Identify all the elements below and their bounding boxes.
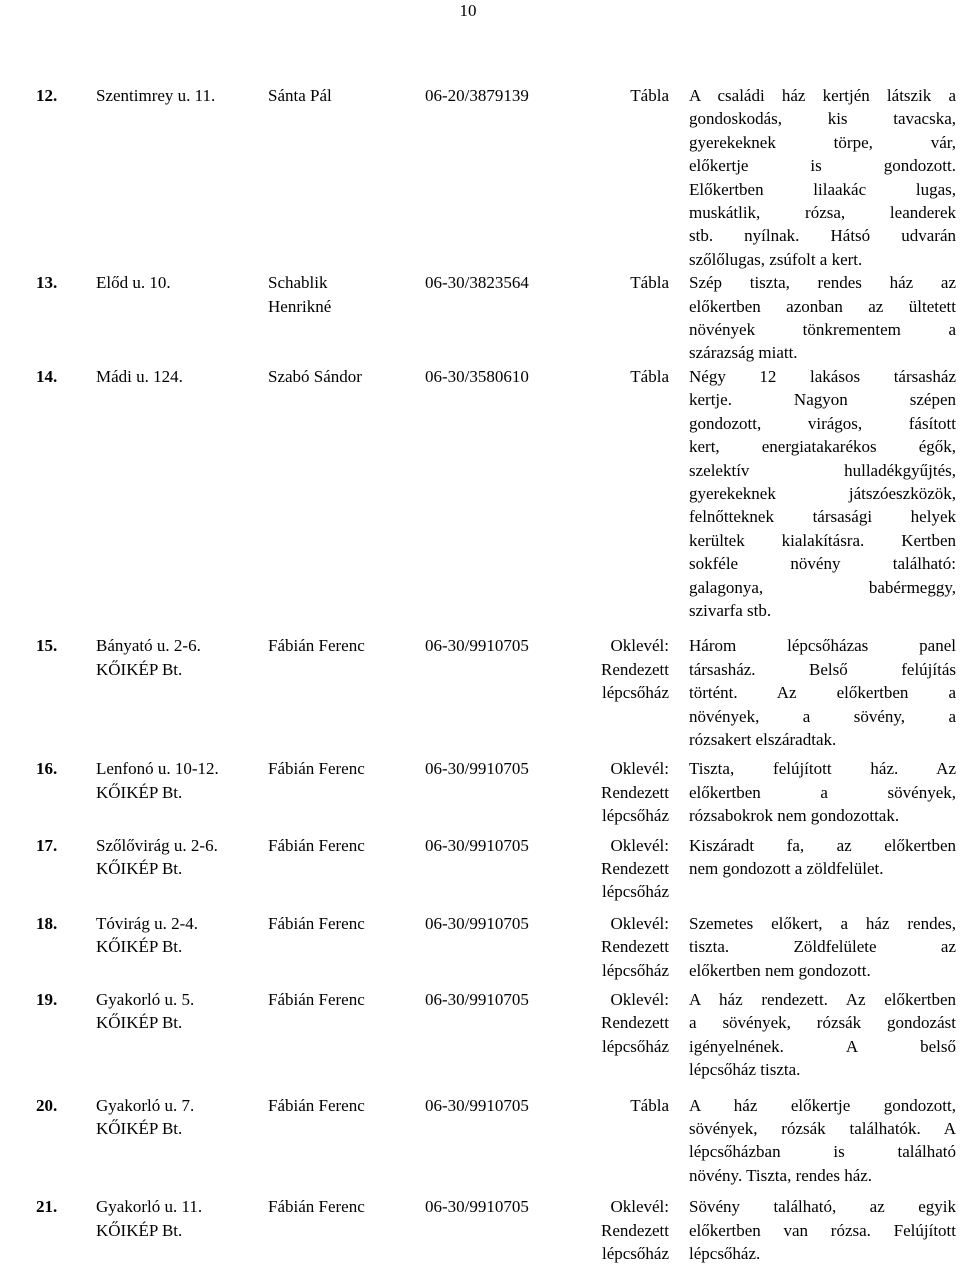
description-line: igényelnének. A belső (689, 1036, 956, 1056)
award-type: Oklevél: (610, 1197, 669, 1217)
address: Szőlővirág u. 2-6. (96, 835, 218, 855)
description-cell (689, 1187, 956, 1265)
description-line: kert, energiatakarékos égők, (689, 437, 956, 457)
table-row (30, 1082, 956, 1188)
table-row (30, 904, 956, 982)
description-line: előkertben a sövények, (689, 782, 956, 802)
entry-number: 18. (36, 913, 58, 933)
description-line: galagonya, babérmeggy, (689, 577, 956, 597)
company: KŐIKÉP Bt. (96, 1119, 183, 1139)
award-type: Rendezett (601, 937, 669, 957)
entry-number: 17. (36, 835, 58, 855)
award-type: lépcsőház (601, 806, 669, 826)
contact-name-cell (268, 271, 425, 365)
award-type-cell (582, 1187, 689, 1265)
contact-name: Fábián Ferenc (268, 990, 365, 1010)
award-type: Tábla (630, 273, 669, 293)
contact-name-cell (268, 84, 425, 271)
description-line: A ház előkertje gondozott, (689, 1095, 956, 1115)
contact-name-cell (268, 1187, 425, 1265)
description-line: gyerekeknek játszóeszközök, (689, 483, 956, 503)
award-type: lépcsőház (601, 683, 669, 703)
description-line: gondozott, virágos, fásított (689, 413, 956, 433)
contact-name-cell (268, 622, 425, 751)
award-type: Rendezett (601, 859, 669, 878)
phone-number: 06-30/3823564 (425, 273, 529, 293)
description-line: sokféle növény található: (689, 554, 956, 574)
entry-number: 13. (36, 273, 58, 293)
address: Bányató u. 2-6. (96, 636, 201, 656)
company: KŐIKÉP Bt. (96, 782, 183, 802)
description-line: Szép tiszta, rendes ház az (689, 273, 956, 293)
contact-name: Sánta Pál (268, 86, 332, 105)
entry-number: 15. (36, 636, 58, 656)
address: Előd u. 10. (96, 273, 171, 293)
award-type-cell (582, 751, 689, 827)
address: Lenfonó u. 10-12. (96, 759, 219, 779)
description-line: előkertben van rózsa. Felújított (689, 1220, 956, 1240)
description-line: nem gondozott a zöldfelület. (689, 859, 884, 878)
phone-number: 06-30/9910705 (425, 913, 529, 933)
award-type: lépcsőház (601, 1036, 669, 1056)
contact-name: Henrikné (268, 296, 332, 316)
table-row (30, 828, 956, 904)
award-type: Tábla (630, 1095, 669, 1115)
table-row (30, 365, 956, 622)
award-type-cell (582, 271, 689, 365)
description-line: kerültek kialakításra. Kertben (689, 530, 956, 550)
award-type: Oklevél: (610, 835, 669, 855)
address: Gyakorló u. 7. (96, 1095, 195, 1115)
contact-name: Fábián Ferenc (268, 759, 365, 779)
address: Szentimrey u. 11. (96, 86, 216, 105)
award-type: Oklevél: (610, 913, 669, 933)
company: KŐIKÉP Bt. (96, 859, 183, 878)
description-line: lépcsőházban is található (689, 1142, 956, 1162)
address-cell (96, 1187, 268, 1265)
contact-name-cell (268, 365, 425, 622)
description-line: Három lépcsőházas panel (689, 636, 956, 656)
entry-number: 19. (36, 990, 58, 1010)
table-row (30, 1187, 956, 1265)
entry-number: 14. (36, 366, 58, 386)
phone-number: 06-20/3879139 (425, 86, 529, 105)
contact-name-cell (268, 828, 425, 904)
table-row (30, 271, 956, 365)
description-line: lépcsőház. (689, 1244, 761, 1264)
contact-name: Fábián Ferenc (268, 1197, 365, 1217)
contact-name: Fábián Ferenc (268, 913, 365, 933)
award-type-cell (582, 904, 689, 982)
award-type: lépcsőház (601, 960, 669, 980)
address: Tóvirág u. 2-4. (96, 913, 198, 933)
company: KŐIKÉP Bt. (96, 1220, 183, 1240)
description-line: szárazság miatt. (689, 343, 798, 363)
description-line: tiszta. Zöldfelülete az (689, 937, 956, 957)
phone-number: 06-30/9910705 (425, 990, 529, 1010)
description-cell (689, 1082, 956, 1188)
description-line: A ház rendezett. Az előkertben (689, 990, 956, 1010)
description-cell (689, 84, 956, 271)
description-line: felnőtteknek társasági helyek (689, 507, 956, 527)
description-line: sövények, rózsák találhatók. A (689, 1119, 956, 1139)
entry-number: 21. (36, 1197, 58, 1217)
garden-evaluation-table (30, 84, 956, 1266)
address-cell (96, 904, 268, 982)
description-cell (689, 751, 956, 827)
description-cell (689, 365, 956, 622)
description-line: előkertben azonban az ültetett (689, 296, 956, 316)
award-type-cell (582, 828, 689, 904)
description-line: Négy 12 lakásos társasház (689, 366, 956, 386)
table-row (30, 622, 956, 751)
phone-number: 06-30/9910705 (425, 1197, 529, 1217)
contact-name: Fábián Ferenc (268, 835, 365, 855)
address-cell (96, 1082, 268, 1188)
description-line: Tiszta, felújított ház. Az (689, 759, 956, 779)
award-type: Tábla (630, 86, 669, 105)
award-type: Oklevél: (610, 759, 669, 779)
award-type: lépcsőház (601, 882, 669, 902)
table-row (30, 84, 956, 271)
description-line: Szemetes előkert, a ház rendes, (689, 913, 956, 933)
award-type-cell (582, 84, 689, 271)
company: KŐIKÉP Bt. (96, 659, 183, 679)
award-type-cell (582, 365, 689, 622)
description-line: társasház. Belső felújítás (689, 659, 956, 679)
address-cell (96, 365, 268, 622)
phone-number: 06-30/9910705 (425, 636, 529, 656)
contact-name-cell (268, 904, 425, 982)
address-cell (96, 828, 268, 904)
table-row (30, 982, 956, 1082)
contact-name-cell (268, 751, 425, 827)
description-line: gyerekeknek törpe, vár, (689, 132, 956, 152)
award-type-cell (582, 622, 689, 751)
award-type: Rendezett (601, 782, 669, 802)
entry-number: 16. (36, 759, 58, 779)
contact-name: Fábián Ferenc (268, 1095, 365, 1115)
description-line: lépcsőház tiszta. (689, 1060, 801, 1080)
description-line: Kiszáradt fa, az előkertben (689, 835, 956, 855)
description-cell (689, 982, 956, 1082)
description-line: Sövény található, az egyik (689, 1197, 956, 1217)
award-type-cell (582, 1082, 689, 1188)
contact-name-cell (268, 982, 425, 1082)
address-cell (96, 84, 268, 271)
phone-number: 06-30/9910705 (425, 835, 529, 855)
award-type: Rendezett (601, 1013, 669, 1033)
description-line: a sövények, rózsák gondozást (689, 1013, 956, 1033)
award-type-cell (582, 982, 689, 1082)
description-line: gondoskodás, kis tavacska, (689, 109, 956, 129)
company: KŐIKÉP Bt. (96, 1013, 183, 1033)
description-line: rózsabokrok nem gondozottak. (689, 806, 900, 826)
company: KŐIKÉP Bt. (96, 937, 183, 957)
address: Gyakorló u. 5. (96, 990, 195, 1010)
contact-name: Szabó Sándor (268, 366, 362, 386)
award-type: Tábla (630, 366, 669, 386)
description-line: stb. nyílnak. Hátsó udvarán (689, 226, 956, 246)
description-line: szivarfa stb. (689, 600, 772, 620)
contact-name: Schablik (268, 273, 328, 293)
address-cell (96, 622, 268, 751)
description-line: növények tönkrementem a (689, 320, 956, 340)
entry-number: 20. (36, 1095, 58, 1115)
description-line: Előkertben lilaakác lugas, (689, 179, 956, 199)
phone-number: 06-30/3580610 (425, 366, 529, 386)
award-type: lépcsőház (601, 1244, 669, 1264)
address-cell (96, 271, 268, 365)
description-cell (689, 271, 956, 365)
description-line: szelektív hulladékgyűjtés, (689, 460, 956, 480)
description-line: muskátlik, rózsa, leanderek (689, 203, 956, 223)
description-line: rózsakert elszáradtak. (689, 729, 837, 749)
award-type: Rendezett (601, 659, 669, 679)
phone-number: 06-30/9910705 (425, 759, 529, 779)
page-number: 10 (459, 1, 477, 20)
description-line: növény. Tiszta, rendes ház. (689, 1165, 873, 1185)
award-type: Oklevél: (610, 990, 669, 1010)
contact-name: Fábián Ferenc (268, 636, 365, 656)
address-cell (96, 982, 268, 1082)
description-cell (689, 904, 956, 982)
contact-name-cell (268, 1082, 425, 1188)
description-line: A családi ház kertjén látszik a (689, 86, 956, 105)
description-cell (689, 828, 956, 904)
description-cell (689, 622, 956, 751)
description-line: előkertben nem gondozott. (689, 960, 871, 980)
award-type: Oklevél: (610, 636, 669, 656)
address: Mádi u. 124. (96, 366, 183, 386)
table-body (30, 84, 956, 1266)
description-line: kertje. Nagyon szépen (689, 390, 956, 410)
phone-number: 06-30/9910705 (425, 1095, 529, 1115)
entry-number: 12. (36, 86, 58, 105)
description-line: növények, a sövény, a (689, 706, 956, 726)
address-cell (96, 751, 268, 827)
address: Gyakorló u. 11. (96, 1197, 203, 1217)
description-line: történt. Az előkertben a (689, 683, 956, 703)
table-row (30, 751, 956, 827)
description-line: előkertje is gondozott. (689, 156, 956, 176)
description-line: szőlőlugas, zsúfolt a kert. (689, 249, 863, 269)
award-type: Rendezett (601, 1220, 669, 1240)
